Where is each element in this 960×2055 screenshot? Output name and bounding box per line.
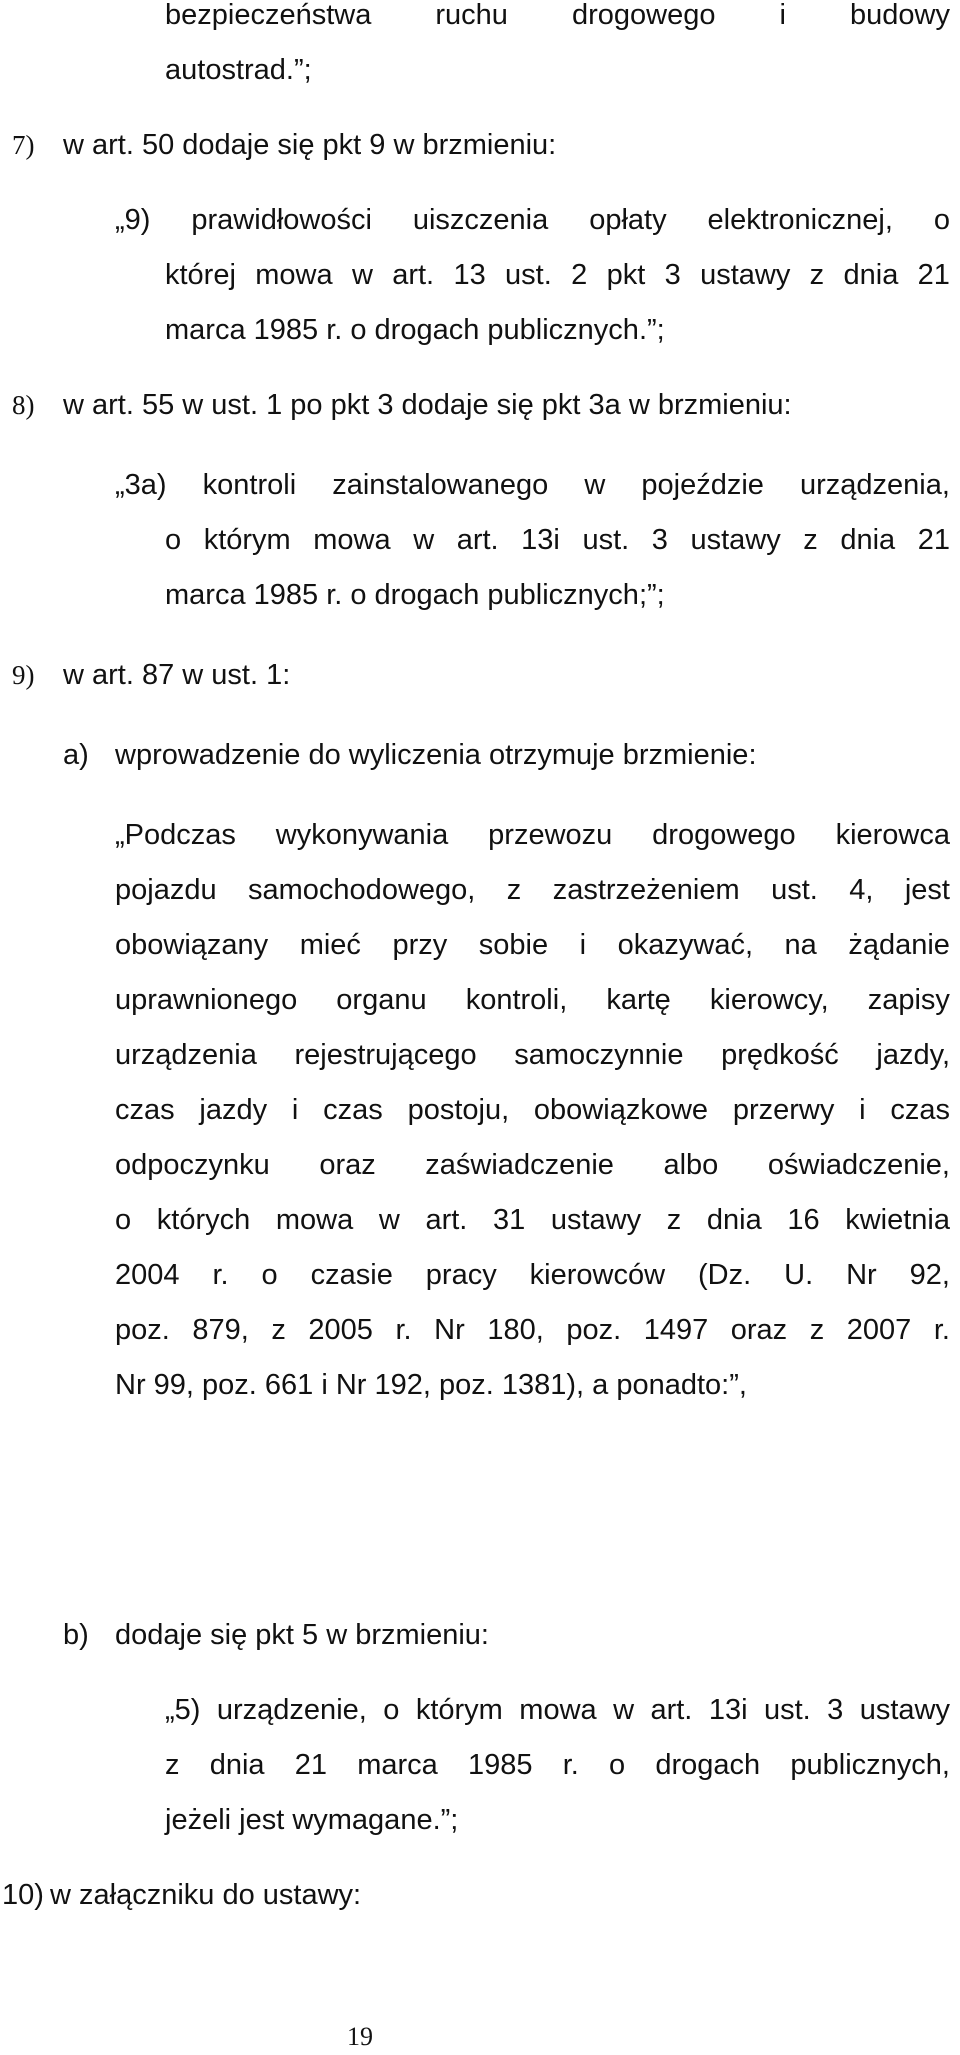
word: 2004 [115,1259,180,1291]
word: dnia [840,524,896,556]
word: „5) [165,1694,201,1726]
word: organu [336,984,427,1016]
word: opłaty [589,204,667,236]
word: o [609,1749,626,1781]
word: której [165,259,236,291]
item8-number: 8) [12,390,35,420]
word: w [413,524,435,556]
word: (Dz. [698,1259,752,1291]
word: ustawy [700,259,791,291]
word: dnia [706,1204,762,1236]
word: zapisy [867,984,950,1016]
word: kierowca [835,819,950,851]
word: U. [784,1259,814,1291]
item9b-quote-line1 [165,1690,950,1730]
word: 92, [909,1259,950,1291]
word: r. [933,1314,950,1346]
item7-quote-line2 [165,255,950,295]
word: oraz [730,1314,788,1346]
item9a-text: wprowadzenie do wyliczenia otrzymuje brzmienie: [115,739,757,771]
item10-text: w załączniku do ustawy: [50,1879,362,1911]
item9b-quote-line2 [165,1745,950,1785]
word: Nr [434,1314,465,1346]
word: elektronicznej, [707,204,893,236]
item9a-quote-line6 [115,1090,950,1130]
item9a-quote-line9 [115,1255,950,1295]
word: ust. [505,259,552,291]
word: 21 [917,259,950,291]
word: czas [890,1094,950,1126]
word: i [859,1094,866,1126]
word: urządzenia, [800,469,950,501]
word: uprawnionego [115,984,298,1016]
word: albo [663,1149,719,1181]
word: jazdy [199,1094,268,1126]
word: mowa [275,1204,354,1236]
word: obowiązany [115,929,269,961]
word: bezpieczeństwa [165,0,372,31]
item9a-quote-line11: Nr 99, poz. 661 i Nr 192, poz. 1381), a ponadto:”, [115,1369,747,1401]
word: dnia [843,259,899,291]
word: wykonywania [275,819,449,851]
word: mowa [255,259,333,291]
item9a-quote-line10 [115,1310,950,1350]
word: 879, [192,1314,249,1346]
word: 31 [492,1204,526,1236]
item6-line2: autostrad.”; [165,54,312,86]
word: czasie [310,1259,393,1291]
word: i [779,0,786,31]
word: publicznych, [790,1749,950,1781]
item9a-quote-line5 [115,1035,950,1075]
item9a-quote-line1 [115,815,950,855]
word: w [351,259,373,291]
word: w [613,1694,635,1726]
word: 4, [849,874,874,906]
word: w [584,469,606,501]
word: 1985 [467,1749,533,1781]
word: pojazdu [115,874,217,906]
word: oraz [319,1149,376,1181]
word: 21 [917,524,950,556]
item7-quote-line3: marca 1985 r. o drogach publicznych.”; [165,314,665,346]
word: czas [323,1094,383,1126]
word: 2005 [308,1314,373,1346]
item9-intro: w art. 87 w ust. 1: [63,659,291,691]
word: zainstalowanego [332,469,549,501]
word: r. [562,1749,579,1781]
word: kierowcy, [709,984,829,1016]
item9a-quote-line4 [115,980,950,1020]
word: którym [415,1694,503,1726]
item9a-quote-line3 [115,925,950,965]
word: uiszczenia [412,204,549,236]
word: prawidłowości [191,204,372,236]
word: przerwy [732,1094,835,1126]
word: ustawy [690,524,781,556]
item7-quote-line1 [115,200,950,240]
item10-number: 10) [2,1879,44,1911]
word: oświadczenie, [767,1149,950,1181]
word: kwietnia [845,1204,950,1236]
word: i [579,929,587,961]
word: kierowców [529,1259,666,1291]
word: z [271,1314,286,1346]
word: kartę [606,984,671,1016]
item9-number: 9) [12,660,35,690]
word: których [156,1204,251,1236]
page-number: 19 [347,2022,373,2051]
word: czas [115,1094,175,1126]
word: ust. [582,524,630,556]
item6-line1 [165,0,950,35]
word: „3a) [115,469,167,501]
word: drogowego [652,819,796,851]
word: obowiązkowe [533,1094,709,1126]
word: i [291,1094,299,1126]
word: żądanie [848,929,950,961]
item9a-quote-line2 [115,870,950,910]
word: z [506,874,522,906]
word: zaświadczenie [425,1149,614,1181]
item9a-quote-line7 [115,1145,950,1185]
word: art. [456,524,499,556]
item9b-quote-line3: jeżeli jest wymagane.”; [165,1804,459,1836]
word: 21 [294,1749,327,1781]
word: Nr [846,1259,877,1291]
word: przy [392,929,448,961]
word: 2007 [846,1314,912,1346]
word: sobie [478,929,549,961]
word: mowa [519,1694,597,1726]
word: ruchu [435,0,508,31]
word: 13i [521,524,560,556]
word: budowy [850,0,950,31]
word: jazdy, [876,1039,950,1071]
word: urządzenie, [216,1694,367,1726]
word: samoczynnie [514,1039,684,1071]
word: dnia [209,1749,265,1781]
word: okazywać, [617,929,754,961]
word: samochodowego, [248,874,476,906]
word: którym [203,524,291,556]
word: art. [425,1204,468,1236]
item8-quote-line1 [115,465,950,505]
word: „Podczas [115,819,236,851]
word: z [803,524,818,556]
word: marca [357,1749,438,1781]
word: drogach [655,1749,761,1781]
word: pracy [425,1259,497,1291]
item9b-label: b) [63,1619,89,1651]
item9a-label: a) [63,739,89,771]
word: r. [395,1314,412,1346]
item7-intro: w art. 50 dodaje się pkt 9 w brzmieniu: [63,129,557,161]
word: z [809,1314,825,1346]
word: urządzenia [115,1039,257,1071]
word: kontroli, [465,984,568,1016]
item9b-text: dodaje się pkt 5 w brzmieniu: [115,1619,489,1651]
word: z [666,1204,682,1236]
word: pkt [606,259,646,291]
word: ust. [771,874,818,906]
word: mieć [299,929,361,961]
word: 13 [453,259,486,291]
word: o [383,1694,400,1726]
word: 180, [487,1314,544,1346]
word: na [784,929,817,961]
word: poz. [115,1314,170,1346]
word: o [115,1204,132,1236]
word: rejestrującego [294,1039,477,1071]
word: prędkość [721,1039,839,1071]
word: ustawy [550,1204,642,1236]
word: 3 [651,524,668,556]
word: o [261,1259,278,1291]
word: 3 [827,1694,844,1726]
word: art. [650,1694,693,1726]
word: w [378,1204,400,1236]
word: pojeździe [641,469,764,501]
word: jest [904,874,950,906]
word: poz. [566,1314,622,1346]
item8-quote-line3: marca 1985 r. o drogach publicznych;”; [165,579,665,611]
word: 13i [708,1694,748,1726]
word: odpoczynku [115,1149,270,1181]
item8-intro: w art. 55 w ust. 1 po pkt 3 dodaje się pkt 3a w brzmieniu: [63,389,792,421]
item8-quote-line2 [165,520,950,560]
word: mowa [313,524,391,556]
item7-number: 7) [12,130,35,160]
word: z [809,259,825,291]
word: zastrzeżeniem [552,874,740,906]
word: ust. [763,1694,811,1726]
word: 16 [787,1204,820,1236]
word: art. [392,259,435,291]
word: przewozu [488,819,613,851]
word: drogowego [571,0,716,31]
word: o [165,524,182,556]
word: kontroli [202,469,297,501]
word: „9) [115,204,151,236]
word: r. [212,1259,229,1291]
word: o [933,204,950,236]
word: ustawy [859,1694,950,1726]
word: 3 [664,259,681,291]
item9a-quote-line8 [115,1200,950,1240]
word: 2 [571,259,588,291]
word: 1497 [643,1314,709,1346]
word: postoju, [407,1094,510,1126]
word: z [165,1749,180,1781]
